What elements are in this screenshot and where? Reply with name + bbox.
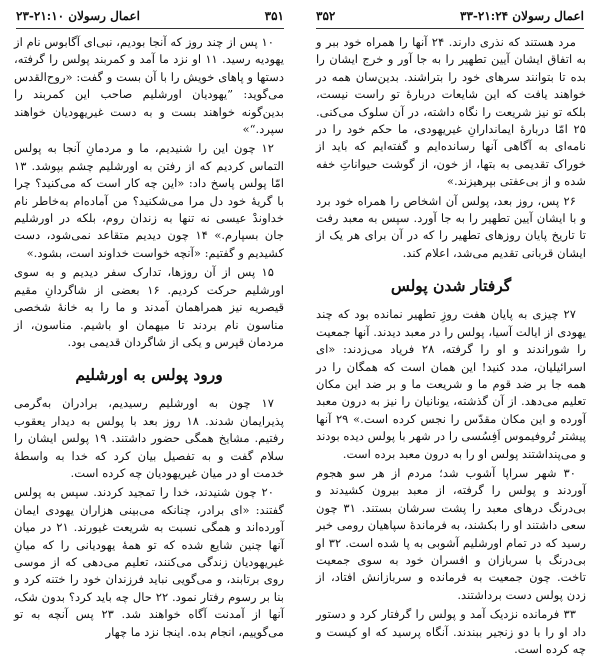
section-heading: گرفتار شدن پولس	[390, 276, 512, 296]
paragraph: ۱۷ چون به اورشلیم رسیدیم، برادران به‌گرمی پذیرایمان شدند. ۱۸ روز بعد با پولس به دیدار یعقوب رفتیم. مشایخ همگی حضور داشتند. ۱۹ پولس ایشان را سلام گفت و به تفصیل بیان کرد که خدا به واسطهٔ خدمت او در میان غیریهودیان چه کرده است.	[14, 396, 284, 480]
left-page-title: اعمال رسولان ۲۱:۱۰-۲۳	[16, 9, 140, 23]
right-page-title: اعمال رسولان ۲۱:۲۴-۳۳	[460, 9, 584, 23]
paragraph: ۱۰ پس از چند روز که آنجا بودیم، نبی‌ای آگابوس نام از یهودیه رسید. ۱۱ او نزد ما آمد و کمربند پولس را گرفته، دستها و پاهای خویش را با آن بست و گفت: «روح‌القدس می‌گوید: ”یهودیان اورشلیم صاحب این کمربند را بدین‌گونه خواهند بست و به دست غیریهودیان خواهند سپرد.“»	[14, 35, 285, 137]
paragraph: ۲۷ چیزی به پایان هفت روزِ تطهیر نمانده بود که چند یهودی از ایالت آسیا، پولس را در معبد دیدند. آنها جمعیت را شوراندند و او را گرفته، ۲۸ فریاد می‌زدند: «ای اسرائیلیان، مدد کنید! این همان است که همگان را در همه جا بر ضد قوم ما و شریعت ما و بر ضد این مکان تعلیم می‌دهد. از آن گذشته، یونانیان را نیز به درون معبد آورده و این مکان مقدّس را نجس کرده است.» ۲۹ آنها پیشتر تُروفیموس اَفِسُسی را در شهر با پولس دیده بودند و می‌پنداشتند پولس او را به درون معبد برده است.	[316, 307, 587, 461]
paragraph: ۲۶ پس، روز بعد، پولس آن اشخاص را همراه خود برد و با ایشان آیین تطهیر را به جا آورد. سپس به معبد رفت تا تاریخ پایان روزهای تطهیر را که در آن برای هر یک از ایشان قربانی تقدیم می‌شد، اعلام کند.	[316, 193, 586, 260]
paragraph: ۱۵ پس از آن روزها، تدارک سفر دیدیم و به سوی اورشلیم حرکت کردیم. ۱۶ بعضی از شاگردانِ مقیم قیصریه نیز همراهمان آمدند و ما را به خانهٔ شخصی مناسون نام بردند تا میهمان او باشیم. مناسون، از مردمان قپرس و یکی از شاگردان قدیمی بود.	[14, 265, 285, 349]
paragraph: ۳۳ فرمانده نزدیک آمد و پولس را گرفتار کرد و دستور داد او را با دو زنجیر ببندند. آنگاه پرسید که او کیست و چه کرده است.	[316, 607, 586, 656]
right-page-header	[316, 6, 584, 29]
section-heading: ورود پولس به اورشلیم	[75, 365, 223, 385]
paragraph: ۳۰ شهر سراپا آشوب شد؛ مردم از هر سو هجوم آوردند و پولس را گرفته، از معبد بیرون کشیدند و بی‌درنگ درهای معبد را پشت سرشان بستند. ۳۱ چون سعی داشتند او را بکشند، به فرماندهٔ سپاهیان رومی خبر رسید که در تمام اورشلیم آشوبی به پا شده است. ۳۲ او بی‌درنگ با سربازان و افسران خود به سوی جمعیت تاخت. چون جمعیت به فرمانده و سربازانش افتاد، از زدن پولس دست برداشتند.	[316, 465, 587, 602]
paragraph: ۱۲ چون این را شنیدیم، ما و مردمانِ آنجا به پولس التماس کردیم که از رفتن به اورشلیم چشم بپوشد. ۱۳ امّا پولس پاسخ داد: «این چه کار است که می‌کنید؟ چرا با گریهٔ خود دل مرا می‌شکنید؟ من آماده‌ام به‌خاطر نام خداوندْ عیسی نه تنها به زندان روم، بلکه در اورشلیم جان بسپارم.» ۱۴ چون دیدیم متقاعد نمی‌شود، دست کشیدیم و گفتیم: «آنچه خواست خداوند است، بشود.»	[14, 141, 284, 260]
left-page-header	[16, 6, 284, 29]
paragraph: ۲۰ چون شنیدند، خدا را تمجید کردند. سپس به پولس گفتند: «ای برادر، چنانکه می‌بینی هزاران یهودی ایمان آورده‌اند و همگی نسبت به شریعت غیورند. ۲۱ در میان آنها چنین شایع شده که تو همهٔ یهودیانی را که میانِ غیریهودیان زندگی می‌کنند، تعلیم می‌دهی که از موسی روی برتابند، و می‌گویی نباید فرزندان خود را ختنه کرد و بنا بر رسوم رفتار نمود. ۲۲ حال چه باید کرد؟ بدون شک، آنها از آمدنت آگاه خواهند شد. ۲۳ پس آنچه به تو می‌گوییم، انجام بده. اینجا نزد ما چهار	[14, 485, 285, 639]
left-page-number: ۳۵۱	[264, 9, 284, 23]
paragraph: مرد هستند که نذری دارند. ۲۴ آنها را همراه خود ببر و به اتفاق ایشان آیین تطهیر را به جا آور و خرج ایشان را بده تا بتوانند سرهای خود را بتراشند. بدین‌سان همه در خواهند یافت که این شایعات دربارهٔ تو راست نیست، بلکه تو نیز شریعت را نگاه داشته، در آن سلوک می‌کنی. ۲۵ امّا دربارهٔ ایماندارانِ غیریهودی، ما حکم خود را در نامه‌ای به آگاهی آنها رسانده‌ایم و گفته‌ایم که باید از خوراک تقدیمی به بتها، از خون، از گوشت حیواناتِ خفه شده و از بی‌عفتی بپرهیزند.»	[316, 35, 586, 189]
right-page-number: ۳۵۲	[316, 9, 336, 23]
left-page-column	[14, 34, 285, 639]
right-page-column	[316, 34, 587, 656]
